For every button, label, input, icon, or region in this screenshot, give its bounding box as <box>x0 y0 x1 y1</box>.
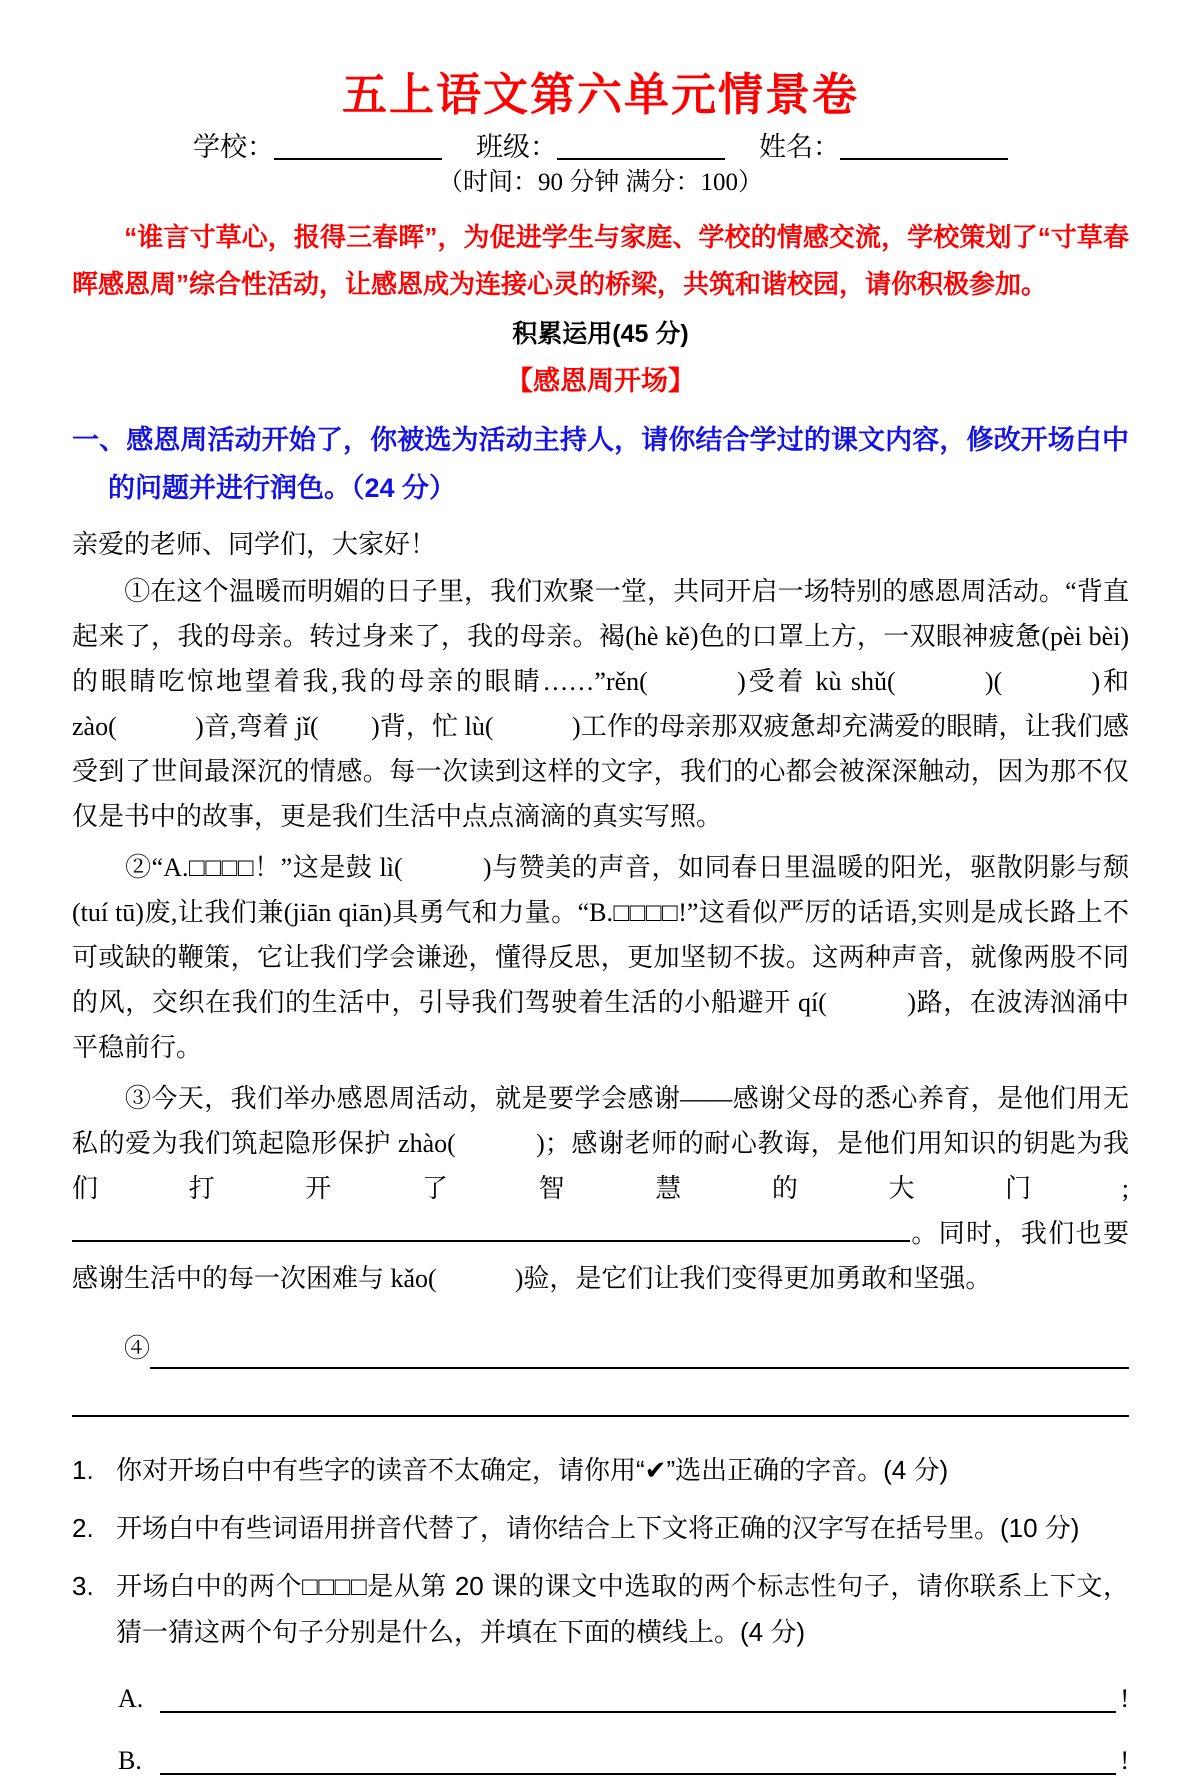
paragraph-3-text-a: ③今天，我们举办感恩周活动，就是要学会感谢——感谢父母的悉心养育，是他们用无私的爱为我们筑起隐形保护 zhào( )；感谢老师的耐心教诲，是他们用知识的钥匙为我们打开了智慧的大门; <box>72 1084 1129 1203</box>
item-4-row <box>72 1329 1129 1369</box>
name-blank[interactable] <box>840 131 1008 160</box>
question-item-3 <box>72 1563 1129 1655</box>
section-title: 积累运用(45 分) <box>512 320 689 348</box>
school-label: 学校： <box>193 132 274 162</box>
banner-title: 【感恩周开场】 <box>506 366 695 396</box>
question-item-1 <box>72 1447 1129 1493</box>
question-text: 你对开场白中有些字的读音不太确定，请你用“✔”选出正确的字音。(4 分) <box>116 1455 949 1485</box>
answer-a-blank[interactable] <box>160 1685 1116 1713</box>
answer-row-a <box>118 1681 1129 1717</box>
student-info-row <box>72 130 1129 164</box>
class-blank[interactable] <box>557 131 725 160</box>
question-number: 3. <box>72 1571 94 1601</box>
answer-b-blank[interactable] <box>160 1747 1116 1775</box>
greeting-line: 亲爱的老师、同学们，大家好！ <box>72 530 437 559</box>
answer-row-b <box>118 1743 1129 1779</box>
paragraph-3 <box>72 1076 1129 1301</box>
question-list <box>72 1447 1129 1655</box>
paragraph-3-text-b: 。同时，我们也要感谢生活中的每一次困难与 kǎo( )验，是它们让我们变得更加勇敢和坚强。 <box>72 1219 1129 1293</box>
class-field <box>476 130 725 164</box>
question-item-2 <box>72 1505 1129 1551</box>
paragraph-1: ①在这个温暖而明媚的日子里，我们欢聚一堂，共同开启一场特别的感恩周活动。“背直起来了，我的母亲。转过身来了，我的母亲。褐(hè kě)色的口罩上方，一双眼神疲惫(pèi bèi)的眼睛吃惊地望着我,我的母亲的眼睛……”rěn( )受着 kù shǔ( )( )和 zào( )音,弯着 jǐ( )背，忙 lù( )工作的母亲那双疲惫却充满爱的眼睛，让我们感受到了世间最深沉的情感。每一次读到这样的文字，我们的心都会被深深触动，因为那不仅仅是书中的故事，更是我们生活中点点滴滴的真实写照。 <box>72 577 1129 831</box>
name-field <box>759 130 1008 164</box>
question-number: 2. <box>72 1513 94 1543</box>
question-number: 1. <box>72 1455 94 1485</box>
answer-a-label: A. <box>118 1684 144 1713</box>
item-4-label: ④ <box>72 1334 151 1363</box>
question-text: 开场白中的两个□□□□是从第 20 课的课文中选取的两个标志性句子，请你联系上下文，猜一猜这两个句子分别是什么，并填在下面的横线上。(4 分) <box>116 1571 1129 1647</box>
answer-b-label: B. <box>118 1746 142 1775</box>
question-text: 开场白中有些词语用拼音代替了，请你结合上下文将正确的汉字写在括号里。(10 分) <box>116 1513 1080 1543</box>
fill-blank-item-4[interactable] <box>150 1341 1129 1369</box>
page-title: 五上语文第六单元情景卷 <box>341 69 859 120</box>
name-label: 姓名： <box>759 132 840 162</box>
answer-a-suffix: ! <box>1120 1684 1129 1713</box>
paragraph-2: ②“A.□□□□！”这是鼓 lì( )与赞美的声音，如同春日里温暖的阳光，驱散阴影与颓(tuí tū)废,让我们兼(jiān qiān)具勇气和力量。“B.□□□□!”这看似严厉的话语,实则是成长路上不可或缺的鞭策，它让我们学会谦逊，懂得反思，更加坚韧不拔。这两种声音，就像两股不同的风，交织在我们的生活中，引导我们驾驶着生活的小船避开 qí( )路，在波涛汹涌中平稳前行。 <box>72 853 1129 1062</box>
school-field <box>193 130 442 164</box>
intro-paragraph: “谁言寸草心，报得三春晖”，为促进学生与家庭、学校的情感交流，学校策划了“寸草春晖感恩周”综合性活动，让感恩成为连接心灵的桥梁，共筑和谐校园，请你积极参加。 <box>72 222 1129 299</box>
answer-b-suffix: ! <box>1120 1746 1129 1775</box>
fill-blank-teacher-line[interactable] <box>72 1214 910 1242</box>
exam-meta: （时间：90 分钟 满分：100） <box>437 169 763 196</box>
question-one-heading: 一、感恩周活动开始了，你被选为活动主持人，请你结合学过的课文内容，修改开场白中的问题并进行润色。（24 分） <box>72 425 1129 503</box>
class-label: 班级： <box>476 132 557 162</box>
school-blank[interactable] <box>274 131 442 160</box>
answer-line-extra[interactable] <box>72 1415 1129 1417</box>
